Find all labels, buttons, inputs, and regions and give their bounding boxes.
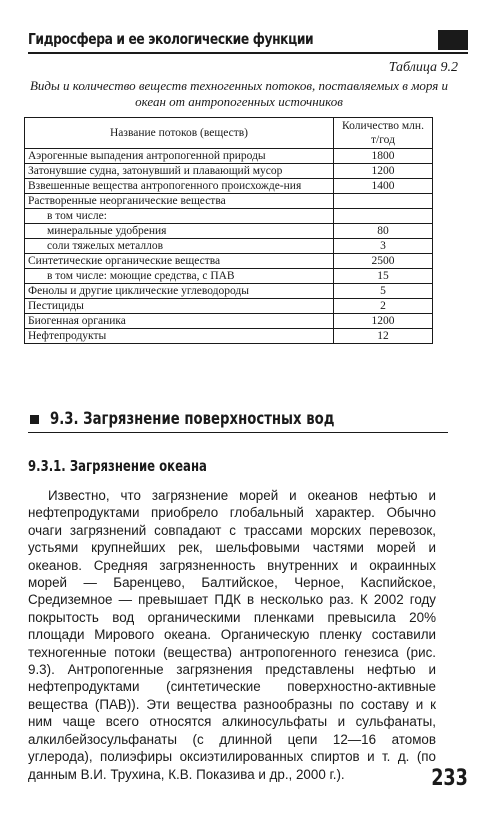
body-paragraph: Известно, что загрязнение морей и океанов нефтью и нефтепродуктами приобрело глобальный характер. Обычно очаги загрязнений совпадают с трассами морских перевозок, устьями крупнейших рек, шельфовыми частями морей и океанов. Средняя загрязненность внутренних и окраинных морей — Баренцево, Балтийское, Черное, Каспийское, Средиземное — превышает ПДК в несколько раз. К 2002 году покрытость вод органическими пленками превысила 20% площади Мирового океана. Органическую пленку составили техногенные потоки (вещества) антропогенного генезиса (рис. 9.3). Антропогенные загрязнения представлены нефтью и нефтепродуктами (синтетические поверхностно-активные вещества (ПАВ)). Эти вещества разнообразны по составу и к ним чаще всего относятся алкиносульфаты и сульфанаты, алкилбейзосульфанаты (с длинной цепи 12—16 атомов углерода), полиэфиры оксиэтилированных спиртов и т. д. (по данным В.И. Трухина, К.В. Показива и др., 2000 г.). <box>28 488 436 782</box>
table-row <box>25 149 433 164</box>
table-header-row <box>25 118 433 149</box>
table-cell-value: 1800 <box>334 149 433 164</box>
section-heading: 9.3. Загрязнение поверхностных вод <box>50 409 335 429</box>
table-cell-name: Фенолы и другие циклические углеводороды <box>25 284 334 299</box>
table-row <box>25 269 433 284</box>
table-cell-value: 15 <box>334 269 433 284</box>
table-cell-name: Синтетические органические вещества <box>25 254 334 269</box>
table-cell-name: в том числе: <box>25 209 334 224</box>
table-cell-value <box>334 209 433 224</box>
table-cell-name: Пестициды <box>25 299 334 314</box>
table-cell-value: 3 <box>334 239 433 254</box>
table-cell-name: Аэрогенные выпадения антропогенной природы <box>25 149 334 164</box>
table-row <box>25 299 433 314</box>
table-cell-name: Взвешенные вещества антропогенного происхожде-ния <box>25 179 334 194</box>
table-cell-name: Нефтепродукты <box>25 329 334 344</box>
table-row <box>25 239 433 254</box>
table-row <box>25 164 433 179</box>
table-cell-name: Биогенная органика <box>25 314 334 329</box>
header-amount: Количество млн. т/год <box>334 118 433 149</box>
table-row <box>25 314 433 329</box>
table-row <box>25 194 433 209</box>
table-cell-name: Растворенные неорганические вещества <box>25 194 334 209</box>
table-row <box>25 224 433 239</box>
table-cell-value: 2500 <box>334 254 433 269</box>
running-head <box>28 30 468 54</box>
table-cell-value: 12 <box>334 329 433 344</box>
bullet-square-icon <box>30 415 39 424</box>
table-cell-value: 2 <box>334 299 433 314</box>
table-cell-name: соли тяжелых металлов <box>25 239 334 254</box>
table-row <box>25 179 433 194</box>
page-number: 233 <box>431 766 468 791</box>
table-cell-value: 5 <box>334 284 433 299</box>
header-name: Название потоков (веществ) <box>25 118 334 149</box>
table-body <box>25 149 433 344</box>
subsection-heading: 9.3.1. Загрязнение океана <box>28 457 207 475</box>
table-cell-value: 80 <box>334 224 433 239</box>
table-cell-value: 1200 <box>334 314 433 329</box>
running-head-marker <box>438 30 468 50</box>
table-row <box>25 209 433 224</box>
table-cell-value <box>334 194 433 209</box>
table-cell-name: Затонувшие судна, затонувший и плавающий мусор <box>25 164 334 179</box>
table-cell-value: 1400 <box>334 179 433 194</box>
table-cell-name: минеральные удобрения <box>25 224 334 239</box>
running-head-title: Гидросфера и ее экологические функции <box>28 30 314 48</box>
section-heading-block <box>28 410 448 433</box>
table-row <box>25 329 433 344</box>
table-row <box>25 284 433 299</box>
table-row <box>25 254 433 269</box>
table-caption: Виды и количество веществ техногенных потоков, поставляемых в моря и океан от антропогенных источников <box>29 78 449 109</box>
table-cell-name: в том числе: моющие средства, с ПАВ <box>25 269 334 284</box>
table-number: Таблица 9.2 <box>388 60 458 75</box>
data-table <box>24 117 433 344</box>
table-cell-value: 1200 <box>334 164 433 179</box>
